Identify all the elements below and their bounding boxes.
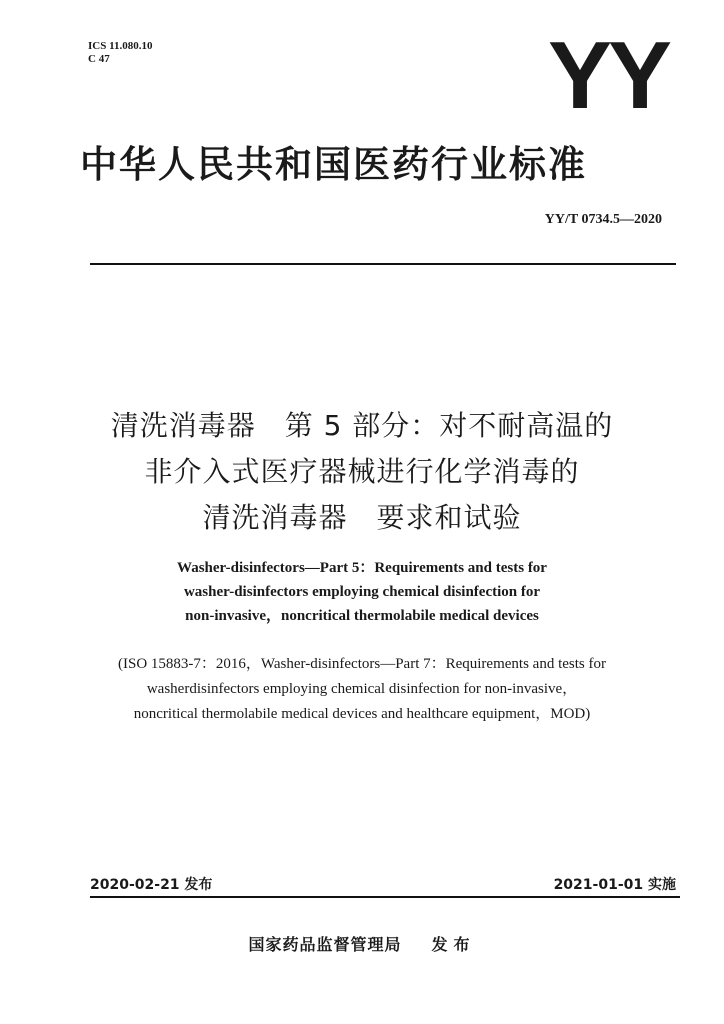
yy-logo: YY [547,22,668,129]
issuer-name: 国家药品监督管理局 [248,935,402,954]
iso-reference-line: washerdisinfectors employing chemical disinfection for non-invasive， [146,681,578,697]
ccs-code: C 47 [88,53,110,65]
standard-number: YY/T 0734.5—2020 [544,212,662,227]
iso-reference-line: noncritical thermolabile medical devices and healthcare equipment，MOD) [133,706,591,722]
english-title-line: non-invasive，noncritical thermolabile medical devices [185,608,539,624]
english-title [60,556,664,628]
chinese-title-line: 清洗消毒器 要求和试验 [202,501,522,534]
chinese-title-line: 清洗消毒器 第 5 部分：对不耐高温的 [110,409,614,442]
classification-codes [88,40,153,66]
top-divider [90,263,676,265]
issuer-action: 发布 [431,935,476,954]
publish-date: 2020-02-21 发布 [90,877,213,893]
english-title-line: washer-disinfectors employing chemical disinfection for [183,584,541,600]
standard-category-title: 中华人民共和国医药行业标准 [80,143,587,186]
iso-reference-line: (ISO 15883-7：2016，Washer-disinfectors—Part 7：Requirements and tests for [118,656,606,672]
english-title-line: Washer-disinfectors—Part 5：Requirements and tests for [177,560,547,576]
iso-reference [40,652,684,727]
issuer [0,932,724,955]
chinese-title-line: 非介入式医疗器械进行化学消毒的 [144,455,580,488]
ics-code: ICS 11.080.10 [88,40,153,52]
bottom-divider [90,896,680,898]
effective-date: 2021-01-01 实施 [553,877,676,893]
chinese-title [40,403,684,541]
